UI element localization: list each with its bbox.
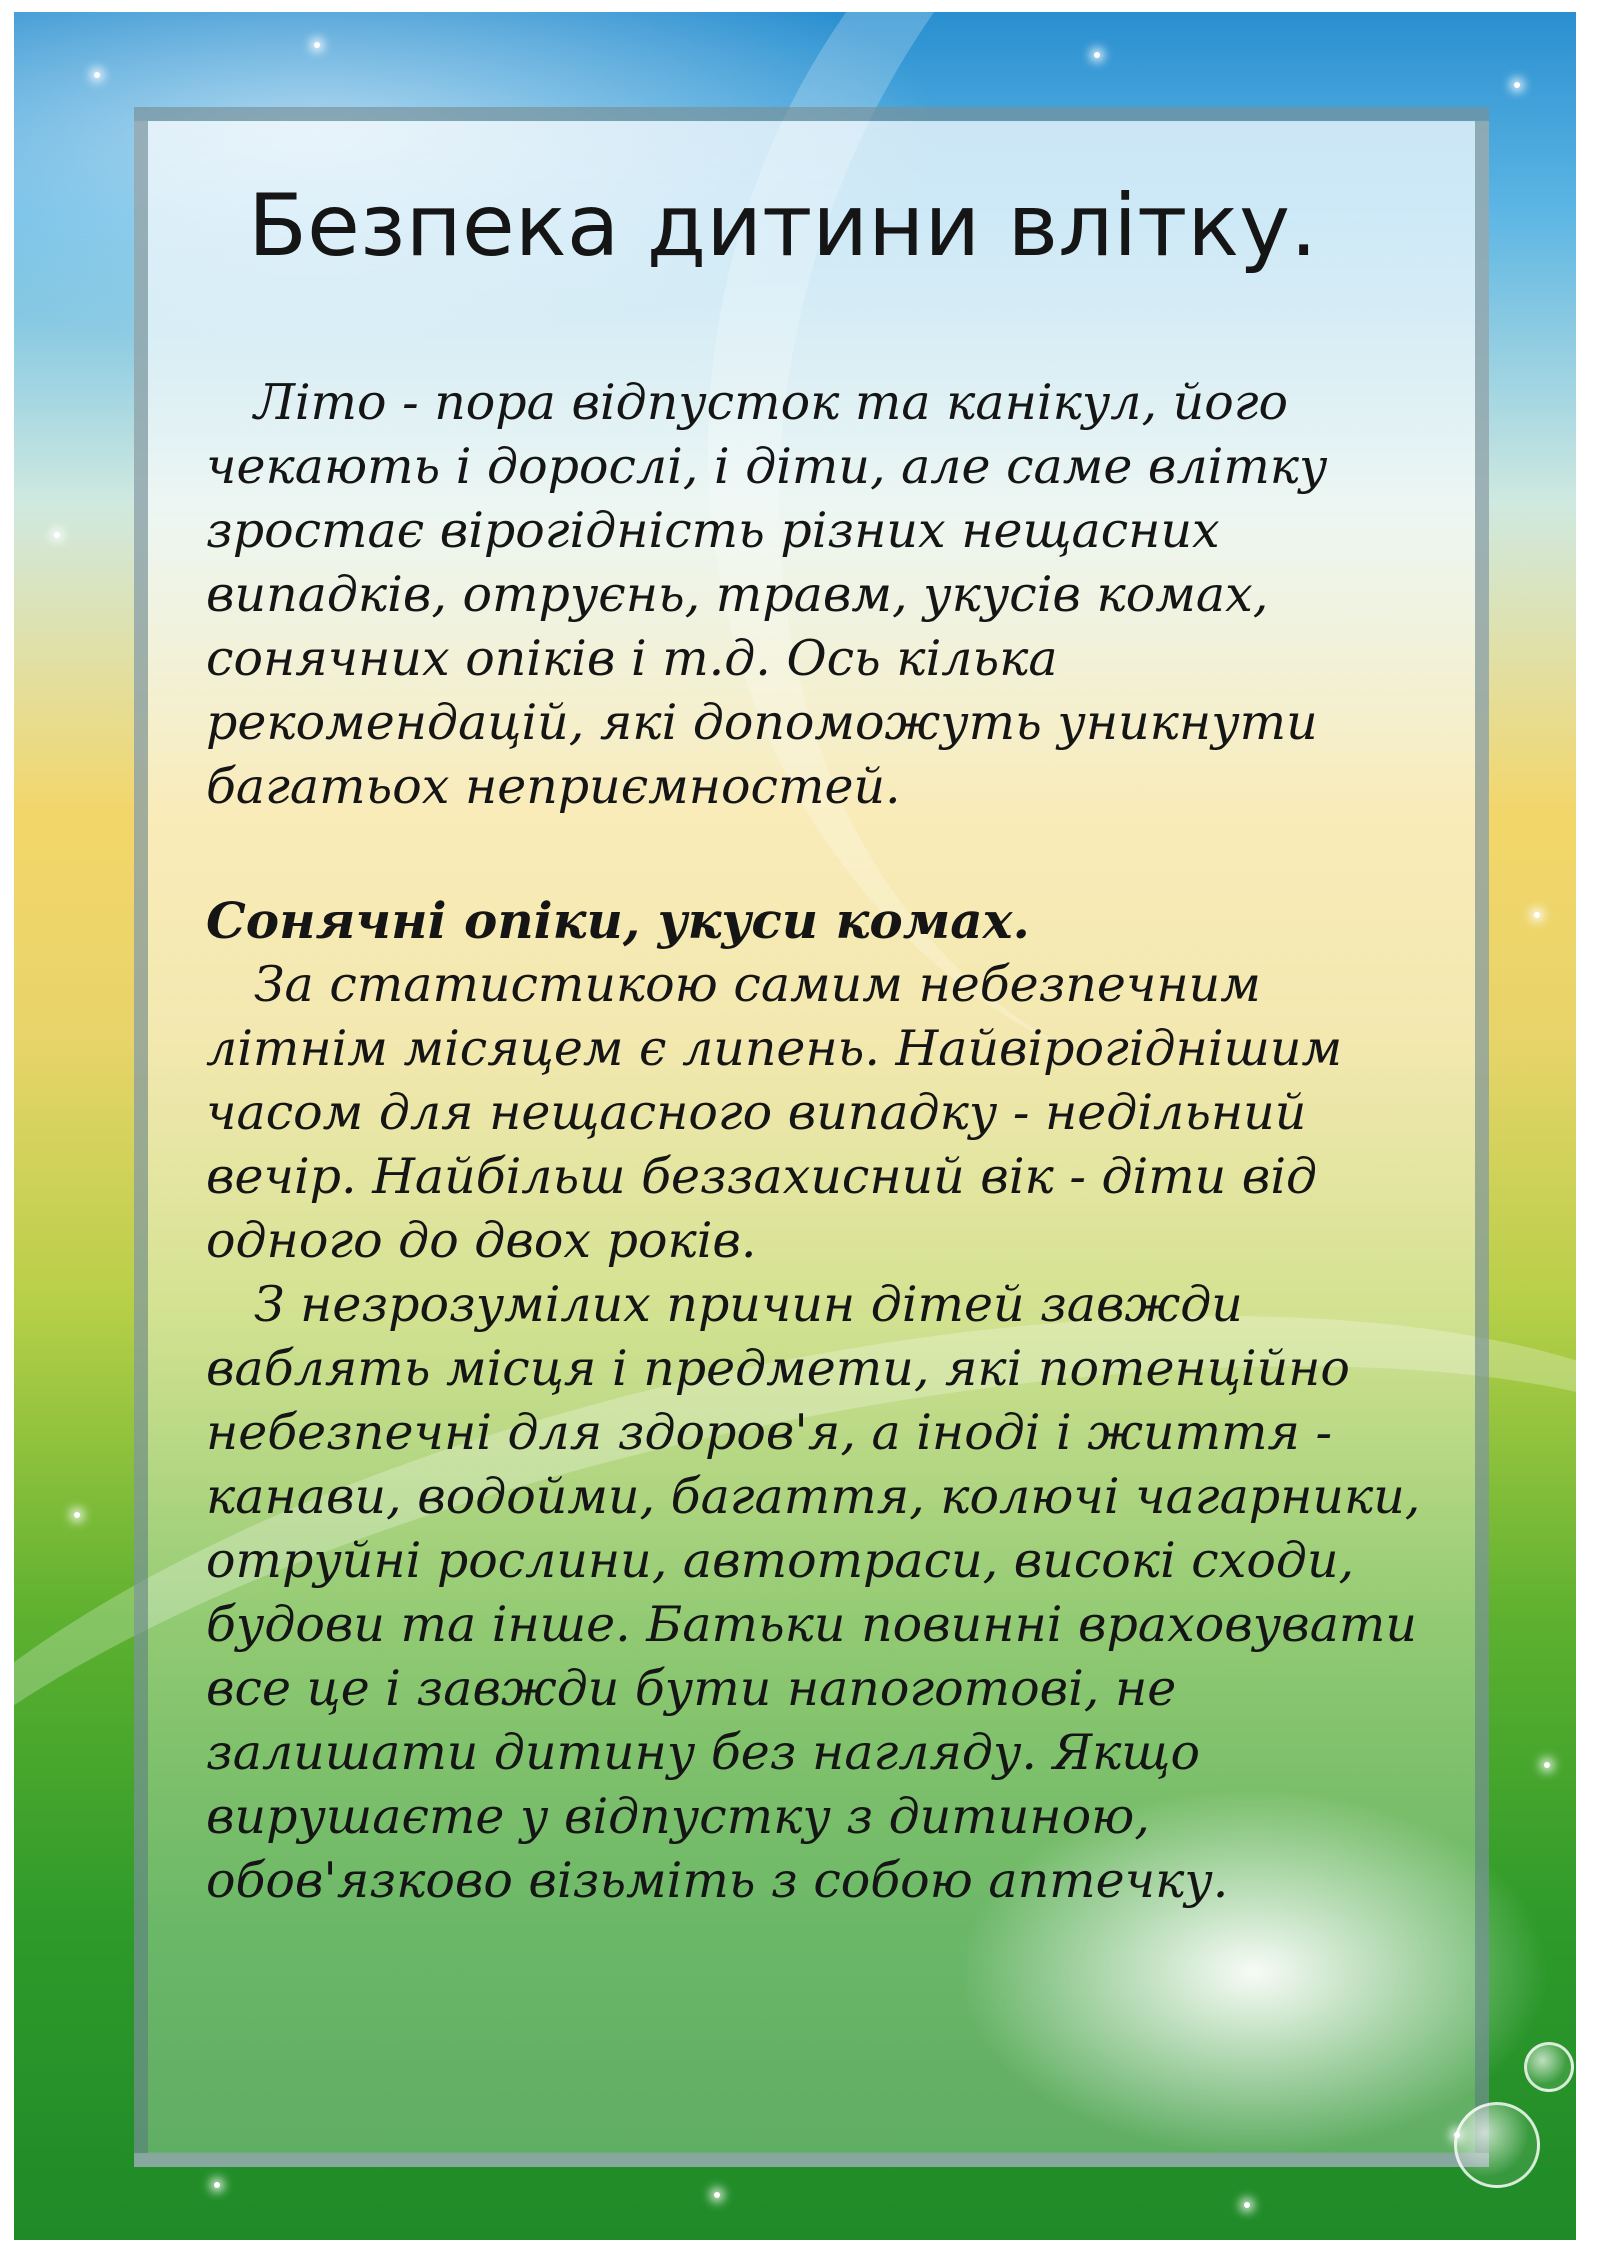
sparkle-icon <box>714 2192 720 2198</box>
sparkle-icon <box>1514 82 1520 88</box>
intro-paragraph: Літо - пора відпусток та канікул, його чекають і дорослі, і діти, але саме влітку зростає вірогідність різних нещасних випадків, отруєнь, травм, укусів комах, сонячних опіків і т.д. Ось кілька рекомендацій, які допоможуть уникнути багатьох неприємностей. <box>206 374 1328 815</box>
sparkle-icon <box>54 532 60 538</box>
content-frame <box>134 107 1489 2167</box>
sparkle-icon <box>1244 2202 1250 2208</box>
sparkle-icon <box>1544 1762 1550 1768</box>
sparkle-icon <box>94 72 100 78</box>
advice-paragraph: З незрозумілих причин дітей завжди ваблять місця і предмети, які потенційно небезпечні для здоров'я, а іноді і життя - канави, водойми, багаття, колючі чагарники, отруйні рослини, автотраси, високі сходи, будови та інше. Батьки повинні враховувати все це і завжди бути напоготові, не залишати дитину без нагляду. Якщо вирушаєте у відпустку з дитиною, обов'язково візьміть з собою аптечку. <box>206 1276 1421 1909</box>
section-heading: Сонячні опіки, укуси комах. <box>206 891 1030 950</box>
bubble-icon <box>1454 2102 1540 2188</box>
poster-background <box>14 12 1576 2240</box>
page-title: Безпека дитини влітку. <box>248 176 1318 276</box>
sparkle-icon <box>214 2182 220 2188</box>
sparkle-icon <box>1094 52 1100 58</box>
sparkle-icon <box>74 1512 80 1518</box>
bubble-icon <box>1524 2042 1574 2092</box>
document-body <box>206 371 1446 1913</box>
statistics-paragraph: За статистикою самим небезпечним літнім місяцем є липень. Найвірогіднішим часом для нещасного випадку - недільний вечір. Найбільш беззахисний вік - діти від одного до двох років. <box>206 956 1343 1269</box>
sparkle-icon <box>1534 912 1540 918</box>
sparkle-icon <box>314 42 320 48</box>
